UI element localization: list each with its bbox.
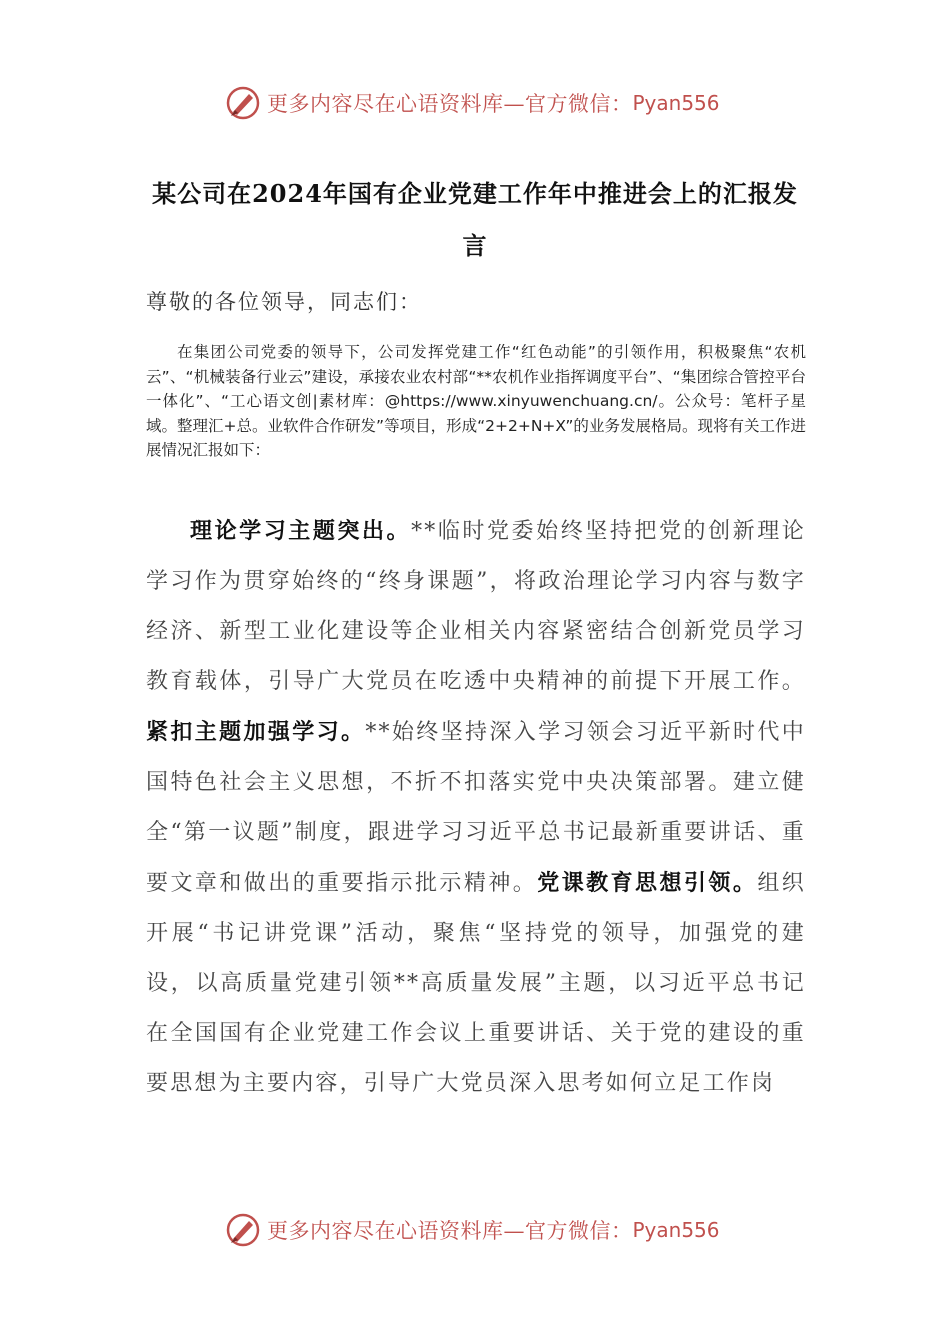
footer-banner — [225, 1210, 745, 1250]
heading-party-lecture: 党课教育思想引领。 — [537, 870, 758, 896]
heading-focus-study: 紧扣主题加强学习。 — [146, 719, 366, 745]
body-text-3: 组织开展“书记讲党课”活动，聚焦“坚持党的领导，加强党的建设，以高质量党建引领**高质量发展”主题，以习近平总书记在全国国有企业党建工作会议上重要讲话、关于党的建设的重要思想为主要内容，引导广大党员深入思考如何立足工作岗 — [146, 871, 806, 1096]
body-paragraph — [146, 506, 806, 1109]
banner-text: 更多内容尽在心语资料库—官方微信： — [267, 1219, 633, 1243]
pen-logo-icon — [225, 85, 261, 121]
banner-text: 更多内容尽在心语资料库—官方微信： — [267, 92, 633, 116]
header-banner — [225, 83, 745, 123]
heading-theory-study: 理论学习主题突出。 — [190, 518, 412, 544]
body-text-1: **临时党委始终坚持把党的创新理论学习作为贯穿始终的“终身课题”，将政治理论学习内容与数字经济、新型工业化建设等企业相关内容紧密结合创新党员学习教育载体，引导广大党员在吃透中央精神的前提下开展工作。 — [146, 519, 806, 694]
banner-wechat-id: Pyan556 — [632, 91, 720, 115]
intro-paragraph: 在集团公司党委的领导下，公司发挥党建工作“红色动能”的引领作用，积极聚焦“农机云”、“机械装备行业云”建设，承接农业农村部“**农机作业指挥调度平台”、“集团综合管控平台一体化”、“工心语文创|素材库：@https://www.xinyuwenchuang.cn/。公众号：笔杆子星域。整理汇+总。业软件合作研发”等项目，形成“2+2+N+X”的业务发展格局。现将有关工作进展情况汇报如下： — [146, 343, 806, 459]
pen-logo-icon — [225, 1212, 261, 1248]
body-text-2: **始终坚持深入学习领会习近平新时代中国特色社会主义思想，不折不扣落实党中央决策部署。建立健全“第一议题”制度，跟进学习习近平总书记最新重要讲话、重要文章和做出的重要指示批示精神。 — [146, 720, 806, 896]
page-title: 某公司在2024年国有企业党建工作年中推进会上的汇报发言 — [152, 179, 798, 260]
greeting: 尊敬的各位领导，同志们： — [146, 290, 422, 314]
banner-wechat-id: Pyan556 — [632, 1218, 720, 1242]
